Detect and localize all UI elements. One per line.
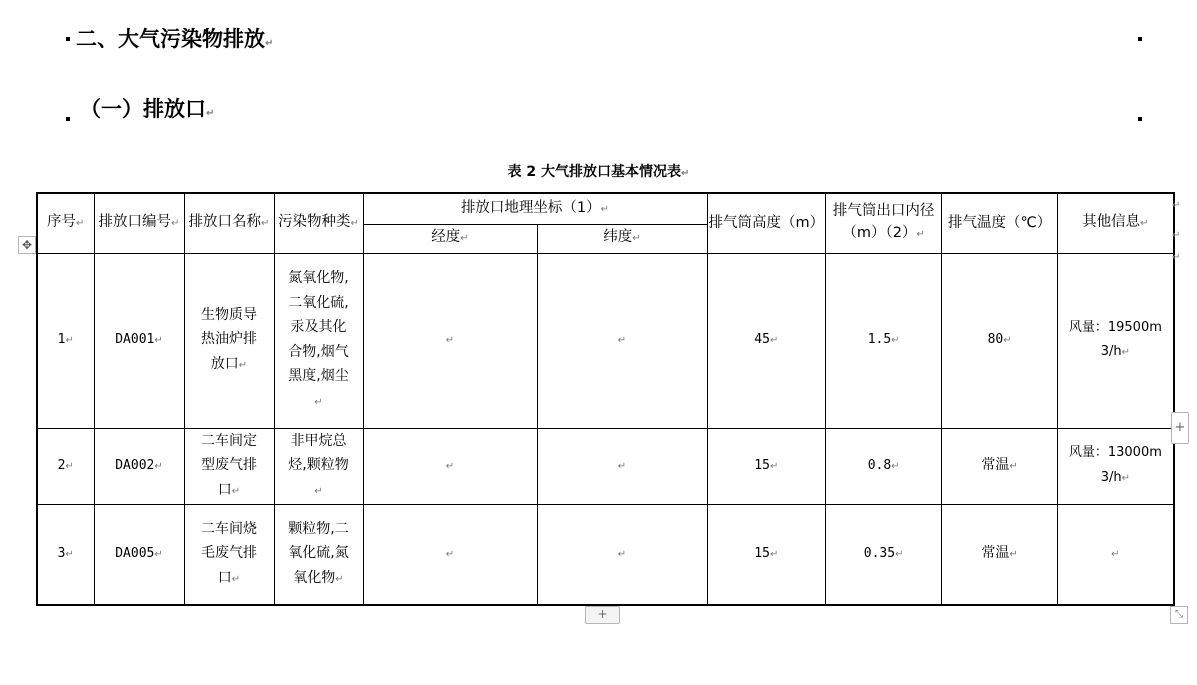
subsection-heading: （一）排放口↵ [80, 97, 215, 121]
cell-longitude[interactable]: ↵ [363, 253, 537, 428]
cell-diameter[interactable]: 0.35↵ [826, 505, 942, 605]
cell-longitude[interactable]: ↵ [363, 428, 537, 505]
move-arrows-icon[interactable]: ✥ [18, 236, 36, 254]
cell-temp[interactable]: 常温↵ [942, 505, 1058, 605]
cell-name[interactable]: 生物质导热油炉排放口↵ [184, 253, 274, 428]
header-other-info: 其他信息↵ [1058, 193, 1174, 253]
header-outlet-code: 排放口编号↵ [94, 193, 184, 253]
add-column-button[interactable]: + [1171, 412, 1189, 444]
table-row [37, 428, 1174, 505]
cell-code[interactable]: DA005↵ [94, 505, 184, 605]
paragraph-bullet [1138, 37, 1142, 41]
cell-other[interactable]: 风量：19500m3/h↵ [1058, 253, 1174, 428]
cell-seq[interactable]: 3↵ [37, 505, 94, 605]
cell-longitude[interactable]: ↵ [363, 505, 537, 605]
row-end-mark: ↵ [1172, 200, 1181, 211]
cell-pollutants[interactable]: 氮氧化物,二氧化硫,汞及其化合物,烟气黑度,烟尘↵ [274, 253, 363, 428]
header-pollutants: 污染物种类↵ [274, 193, 363, 253]
cell-latitude[interactable]: ↵ [537, 428, 707, 505]
header-seq: 序号↵ [37, 193, 94, 253]
cell-latitude[interactable]: ↵ [537, 505, 707, 605]
cell-other[interactable]: 风量：13000m3/h↵ [1058, 428, 1174, 505]
paragraph-bullet [66, 117, 70, 121]
cell-name[interactable]: 二车间定型废气排口↵ [184, 428, 274, 505]
table-row [37, 505, 1174, 605]
header-coords: 排放口地理坐标（1）↵ [363, 193, 707, 224]
header-row [37, 193, 1174, 224]
cell-height[interactable]: 45↵ [707, 253, 826, 428]
cell-latitude[interactable]: ↵ [537, 253, 707, 428]
cell-pollutants[interactable]: 颗粒物,二氧化硫,氮氧化物↵ [274, 505, 363, 605]
table-row [37, 253, 1174, 428]
row-end-mark: ↵ [1172, 252, 1181, 263]
table-caption: 表 2 大气排放口基本情况表↵ [507, 164, 690, 180]
header-inner-diameter: 排气筒出口内径（m）（2）↵ [826, 193, 942, 253]
header-stack-height: 排气筒高度（m） [707, 193, 826, 253]
header-longitude: 经度↵ [363, 224, 537, 253]
header-outlet-name: 排放口名称↵ [184, 193, 274, 253]
cell-height[interactable]: 15↵ [707, 505, 826, 605]
cell-height[interactable]: 15↵ [707, 428, 826, 505]
paragraph-bullet [1138, 117, 1142, 121]
section-heading: 二、大气污染物排放↵ [76, 27, 274, 51]
cell-diameter[interactable]: 1.5↵ [826, 253, 942, 428]
row-end-mark: ↵ [1172, 230, 1181, 241]
cell-temp[interactable]: 常温↵ [942, 428, 1058, 505]
header-exhaust-temp: 排气温度（℃） [942, 193, 1058, 253]
cell-temp[interactable]: 80↵ [942, 253, 1058, 428]
resize-corner-icon[interactable]: ⤡ [1170, 606, 1188, 624]
cell-code[interactable]: DA002↵ [94, 428, 184, 505]
cell-seq[interactable]: 2↵ [37, 428, 94, 505]
add-row-button[interactable]: + [585, 606, 620, 624]
header-latitude: 纬度↵ [537, 224, 707, 253]
cell-diameter[interactable]: 0.8↵ [826, 428, 942, 505]
paragraph-bullet [66, 37, 70, 41]
cell-other[interactable]: ↵ [1058, 505, 1174, 605]
cell-code[interactable]: DA001↵ [94, 253, 184, 428]
emission-outlet-table [36, 192, 1175, 606]
cell-seq[interactable]: 1↵ [37, 253, 94, 428]
cell-pollutants[interactable]: 非甲烷总烃,颗粒物↵ [274, 428, 363, 505]
cell-name[interactable]: 二车间烧毛废气排口↵ [184, 505, 274, 605]
